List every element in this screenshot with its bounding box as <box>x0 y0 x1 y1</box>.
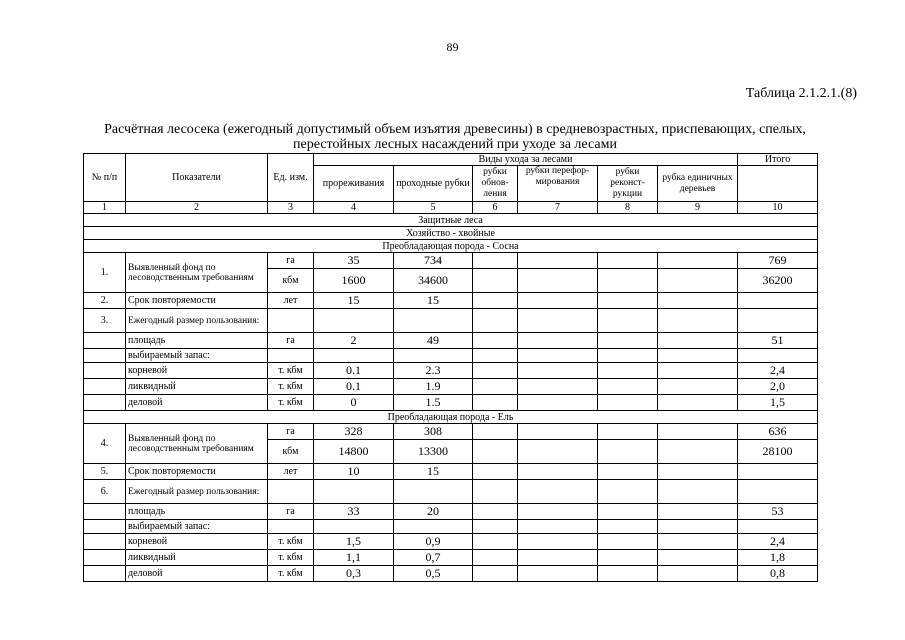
empty-cell <box>268 349 314 363</box>
empty-cell <box>518 424 598 440</box>
spruce-business-total: 0,8 <box>738 566 818 582</box>
unit-years: лет <box>268 293 314 309</box>
unit-ha: га <box>268 424 314 440</box>
pine-fund-ha-total: 769 <box>738 253 818 269</box>
header-thinning: прореживания <box>314 166 394 202</box>
empty-cell <box>738 464 818 480</box>
empty-cell <box>518 309 598 333</box>
unit-tkbm: т. кбм <box>268 534 314 550</box>
unit-tkbm: т. кбм <box>268 550 314 566</box>
pine-liquid-passage: 1.9 <box>394 379 473 395</box>
empty-cell <box>658 349 738 363</box>
col-number: 8 <box>598 202 658 214</box>
empty-cell <box>84 379 126 395</box>
col-number: 5 <box>394 202 473 214</box>
col-number: 3 <box>268 202 314 214</box>
label-business: деловой <box>126 566 268 582</box>
empty-cell <box>598 363 658 379</box>
pine-fund-kbm-total: 36200 <box>738 269 818 293</box>
label-annual: Ежегодный размер пользования: <box>126 309 268 333</box>
pine-area-thinning: 2 <box>314 333 394 349</box>
empty-cell <box>518 550 598 566</box>
unit-tkbm: т. кбм <box>268 566 314 582</box>
unit-tkbm: т. кбм <box>268 395 314 411</box>
empty-cell <box>518 293 598 309</box>
unit-ha: га <box>268 504 314 520</box>
header-single-tree-cutting: рубка единичных деревьев <box>658 166 738 202</box>
empty-cell <box>598 379 658 395</box>
label-area: площадь <box>126 333 268 349</box>
label-fund: Выявленный фонд по лесоводственным требованиям <box>126 424 268 464</box>
page-number: 89 <box>446 40 459 54</box>
label-root: корневой <box>126 363 268 379</box>
label-root: корневой <box>126 534 268 550</box>
pine-root-total: 2,4 <box>738 363 818 379</box>
pine-area-passage: 49 <box>394 333 473 349</box>
header-reconstruction-cutting: рубки реконст-рукции <box>598 166 658 202</box>
empty-cell <box>598 253 658 269</box>
label-fund: Выявленный фонд по лесоводственным требованиям <box>126 253 268 293</box>
col-number: 7 <box>518 202 598 214</box>
empty-cell <box>473 349 518 363</box>
section-household-conifers: Хозяйство - хвойные <box>84 227 818 240</box>
empty-cell <box>598 504 658 520</box>
empty-cell <box>394 480 473 504</box>
empty-cell <box>658 424 738 440</box>
section-pine: Преобладающая порода - Сосна <box>84 240 818 253</box>
empty-cell <box>598 424 658 440</box>
empty-cell <box>84 550 126 566</box>
label-stock: выбираемый запас: <box>126 349 268 363</box>
empty-cell <box>658 464 738 480</box>
pine-business-passage: 1.5 <box>394 395 473 411</box>
empty-cell <box>658 534 738 550</box>
empty-cell <box>658 379 738 395</box>
header-indicator: Показатели <box>126 154 268 202</box>
unit-tkbm: т. кбм <box>268 379 314 395</box>
empty-cell <box>268 520 314 534</box>
row-number: 3. <box>84 309 126 333</box>
empty-cell <box>473 464 518 480</box>
empty-cell <box>658 253 738 269</box>
pine-area-total: 51 <box>738 333 818 349</box>
unit-ha: га <box>268 333 314 349</box>
empty-cell <box>518 534 598 550</box>
empty-cell <box>473 550 518 566</box>
col-number: 6 <box>473 202 518 214</box>
empty-cell <box>598 309 658 333</box>
spruce-root-thinning: 1,5 <box>314 534 394 550</box>
spruce-fund-kbm-total: 28100 <box>738 440 818 464</box>
spruce-fund-kbm-thinning: 14800 <box>314 440 394 464</box>
empty-cell <box>518 363 598 379</box>
label-area: площадь <box>126 504 268 520</box>
spruce-period-passage: 15 <box>394 464 473 480</box>
empty-cell <box>658 440 738 464</box>
header-total: Итого <box>738 154 818 166</box>
empty-cell <box>738 309 818 333</box>
row-number: 6. <box>84 480 126 504</box>
empty-cell <box>658 293 738 309</box>
empty-cell <box>658 395 738 411</box>
pine-fund-kbm-passage: 34600 <box>394 269 473 293</box>
pine-liquid-total: 2,0 <box>738 379 818 395</box>
empty-cell <box>518 333 598 349</box>
empty-cell <box>518 269 598 293</box>
label-stock: выбираемый запас: <box>126 520 268 534</box>
empty-cell <box>518 464 598 480</box>
unit-tkbm: т. кбм <box>268 363 314 379</box>
spruce-root-total: 2,4 <box>738 534 818 550</box>
empty-cell <box>658 566 738 582</box>
empty-cell <box>598 480 658 504</box>
empty-cell <box>598 464 658 480</box>
empty-cell <box>598 395 658 411</box>
spruce-fund-ha-passage: 308 <box>394 424 473 440</box>
spruce-period-thinning: 10 <box>314 464 394 480</box>
label-liquid: ликвидный <box>126 550 268 566</box>
header-unit: Ед. изм. <box>268 154 314 202</box>
unit-kbm: кбм <box>268 440 314 464</box>
empty-cell <box>658 520 738 534</box>
spruce-business-passage: 0,5 <box>394 566 473 582</box>
pine-period-passage: 15 <box>394 293 473 309</box>
empty-cell <box>738 349 818 363</box>
header-reformation-cutting: рубки перефор-мирования <box>518 166 598 202</box>
empty-cell <box>518 395 598 411</box>
empty-cell <box>473 534 518 550</box>
pine-business-total: 1,5 <box>738 395 818 411</box>
empty-cell <box>394 349 473 363</box>
col-number: 2 <box>126 202 268 214</box>
empty-cell <box>314 309 394 333</box>
header-passage-cutting: проходные рубки <box>394 166 473 202</box>
empty-cell <box>473 333 518 349</box>
header-total-empty <box>738 166 818 202</box>
empty-cell <box>658 363 738 379</box>
empty-cell <box>518 504 598 520</box>
empty-cell <box>598 550 658 566</box>
empty-cell <box>473 379 518 395</box>
empty-cell <box>658 333 738 349</box>
spruce-area-thinning: 33 <box>314 504 394 520</box>
empty-cell <box>473 424 518 440</box>
pine-fund-kbm-thinning: 1600 <box>314 269 394 293</box>
empty-cell <box>84 333 126 349</box>
row-number: 5. <box>84 464 126 480</box>
pine-fund-ha-passage: 734 <box>394 253 473 269</box>
label-annual: Ежегодный размер пользования: <box>126 480 268 504</box>
empty-cell <box>473 480 518 504</box>
empty-cell <box>314 520 394 534</box>
empty-cell <box>84 395 126 411</box>
empty-cell <box>314 349 394 363</box>
empty-cell <box>473 293 518 309</box>
empty-cell <box>84 566 126 582</box>
empty-cell <box>658 504 738 520</box>
empty-cell <box>473 440 518 464</box>
empty-cell <box>658 480 738 504</box>
empty-cell <box>473 309 518 333</box>
empty-cell <box>518 253 598 269</box>
empty-cell <box>84 534 126 550</box>
empty-cell <box>84 363 126 379</box>
spruce-fund-ha-total: 636 <box>738 424 818 440</box>
empty-cell <box>518 379 598 395</box>
empty-cell <box>518 440 598 464</box>
unit-years: лет <box>268 464 314 480</box>
empty-cell <box>518 349 598 363</box>
unit-kbm: кбм <box>268 269 314 293</box>
spruce-fund-ha-thinning: 328 <box>314 424 394 440</box>
empty-cell <box>314 480 394 504</box>
empty-cell <box>473 395 518 411</box>
empty-cell <box>658 269 738 293</box>
empty-cell <box>738 480 818 504</box>
title-line-1: Расчётная лесосека (ежегодный допустимый объем изъятия древесины) в средневозрастных, приспевающих, спелых, <box>104 122 806 137</box>
empty-cell <box>598 349 658 363</box>
empty-cell <box>473 520 518 534</box>
empty-cell <box>473 253 518 269</box>
header-renewal-cutting: рубки обнов-ления <box>473 166 518 202</box>
label-period: Срок повторяемости <box>126 464 268 480</box>
empty-cell <box>738 520 818 534</box>
pine-liquid-thinning: 0.1 <box>314 379 394 395</box>
forest-cutting-table <box>83 153 818 582</box>
pine-business-thinning: 0 <box>314 395 394 411</box>
empty-cell <box>268 309 314 333</box>
empty-cell <box>598 520 658 534</box>
pine-fund-ha-thinning: 35 <box>314 253 394 269</box>
label-business: деловой <box>126 395 268 411</box>
pine-root-passage: 2.3 <box>394 363 473 379</box>
title-line-2: перестойных лесных насаждений при уходе за лесами <box>293 137 617 152</box>
spruce-fund-kbm-passage: 13300 <box>394 440 473 464</box>
empty-cell <box>84 504 126 520</box>
spruce-liquid-passage: 0,7 <box>394 550 473 566</box>
section-protective-forests: Защитные леса <box>84 214 818 227</box>
header-care-types: Виды ухода за лесами <box>314 154 738 166</box>
col-number: 9 <box>658 202 738 214</box>
pine-root-thinning: 0.1 <box>314 363 394 379</box>
empty-cell <box>598 440 658 464</box>
empty-cell <box>518 566 598 582</box>
empty-cell <box>394 309 473 333</box>
empty-cell <box>394 520 473 534</box>
header-no: № п/п <box>84 154 126 202</box>
empty-cell <box>473 269 518 293</box>
empty-cell <box>658 309 738 333</box>
row-number: 2. <box>84 293 126 309</box>
empty-cell <box>598 566 658 582</box>
empty-cell <box>658 550 738 566</box>
section-spruce: Преобладающая порода - Ель <box>84 411 818 424</box>
col-number: 10 <box>738 202 818 214</box>
empty-cell <box>268 480 314 504</box>
spruce-business-thinning: 0,3 <box>314 566 394 582</box>
row-number: 4. <box>84 424 126 464</box>
spruce-liquid-total: 1,8 <box>738 550 818 566</box>
col-number: 4 <box>314 202 394 214</box>
empty-cell <box>518 480 598 504</box>
empty-cell <box>84 520 126 534</box>
spruce-root-passage: 0,9 <box>394 534 473 550</box>
empty-cell <box>473 504 518 520</box>
col-number: 1 <box>84 202 126 214</box>
label-liquid: ликвидный <box>126 379 268 395</box>
empty-cell <box>598 534 658 550</box>
empty-cell <box>598 269 658 293</box>
spruce-area-passage: 20 <box>394 504 473 520</box>
empty-cell <box>473 566 518 582</box>
empty-cell <box>598 333 658 349</box>
table-number: Таблица 2.1.2.1.(8) <box>745 86 857 101</box>
unit-ha: га <box>268 253 314 269</box>
spruce-liquid-thinning: 1,1 <box>314 550 394 566</box>
spruce-area-total: 53 <box>738 504 818 520</box>
label-period: Срок повторяемости <box>126 293 268 309</box>
empty-cell <box>473 363 518 379</box>
row-number: 1. <box>84 253 126 293</box>
pine-period-thinning: 15 <box>314 293 394 309</box>
empty-cell <box>84 349 126 363</box>
empty-cell <box>738 293 818 309</box>
empty-cell <box>518 520 598 534</box>
empty-cell <box>598 293 658 309</box>
document-title <box>60 122 850 152</box>
